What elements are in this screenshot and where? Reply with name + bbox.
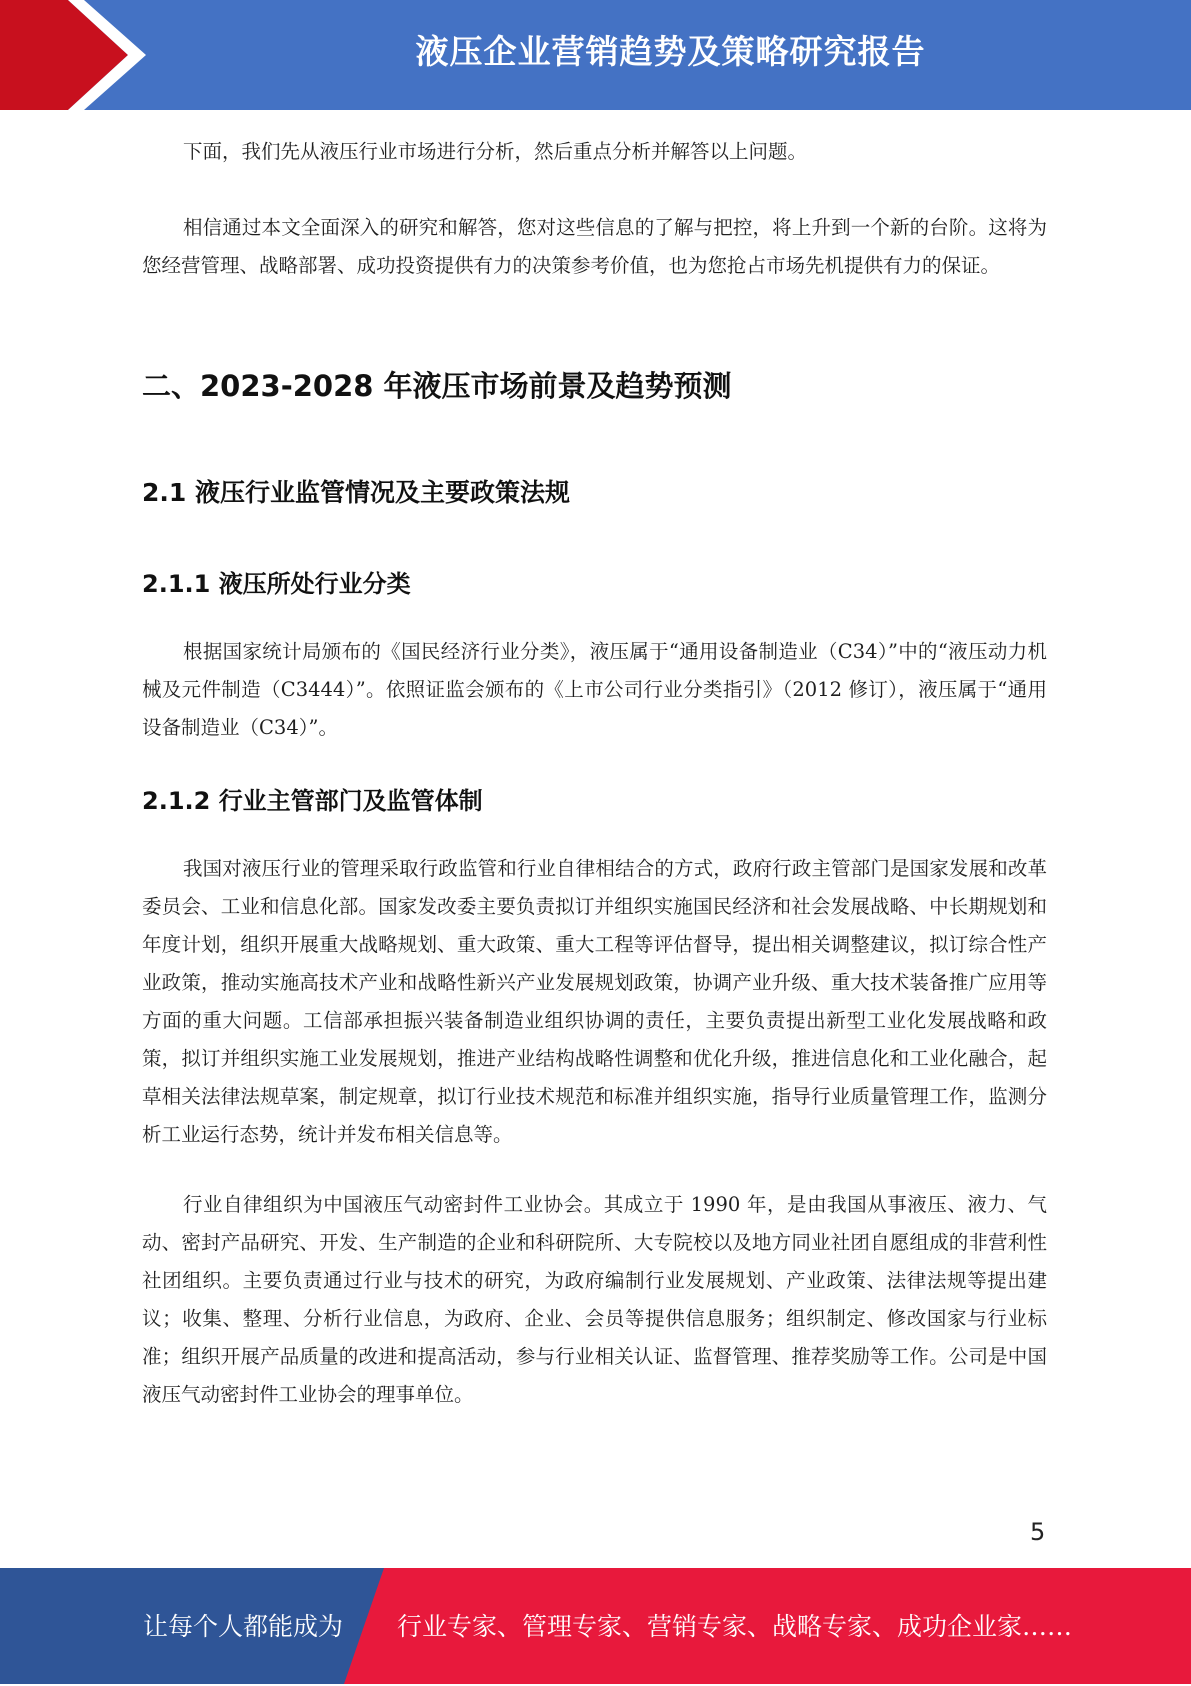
subsubsection-heading-classification: 2.1.1 液压所处行业分类 [142,570,411,598]
page-number: 5 [1030,1518,1046,1546]
paragraph-classification: 根据国家统计局颁布的《国民经济行业分类》，液压属于“通用设备制造业（C34）”中的“液压动力机械及元件制造（C3444）”。依照证监会颁布的《上市公司行业分类指引》（2012 修订），液压属于“通用设备制造业（C34）”。 [142,640,1047,739]
subsection-heading: 2.1 液压行业监管情况及主要政策法规 [142,478,570,507]
header-banner [0,0,1191,110]
paragraph-intro: 下面，我们先从液压行业市场进行分析，然后重点分析并解答以上问题。 [183,140,808,163]
paragraph-regulation: 我国对液压行业的管理采取行政监管和行业自律相结合的方式，政府行政主管部门是国家发展和改革委员会、工业和信息化部。国家发改委主要负责拟订并组织实施国民经济和社会发展战略、中长期规划和年度计划，组织开展重大战略规划、重大政策、重大工程等评估督导，提出相关调整建议，拟订综合性产业政策，推动实施高技术产业和战略性新兴产业发展规划政策，协调产业升级、重大技术装备推广应用等方面的重大问题。工信部承担振兴装备制造业组织协调的责任，主要负责提出新型工业化发展战略和政策，拟订并组织实施工业发展规划，推进产业结构战略性调整和优化升级，推进信息化和工业化融合，起草相关法律法规草案，制定规章，拟订行业技术规范和标准并组织实施，指导行业质量管理工作，监测分析工业运行态势，统计并发布相关信息等。 [142,857,1047,1146]
footer-slogan-right: 行业专家、管理专家、营销专家、战略专家、成功企业家…… [397,1612,1073,1641]
paragraph-association: 行业自律组织为中国液压气动密封件工业协会。其成立于 1990 年，是由我国从事液压、液力、气动、密封产品研究、开发、生产制造的企业和科研院所、大专院校以及地方同业社团自愿组成的非营利性社团组织。主要负责通过行业与技术的研究，为政府编制行业发展规划、产业政策、法律法规等提出建议；收集、整理、分析行业信息，为政府、企业、会员等提供信息服务；组织制定、修改国家与行业标准；组织开展产品质量的改进和提高活动，参与行业相关认证、监督管理、推荐奖励等工作。公司是中国液压气动密封件工业协会的理事单位。 [142,1193,1047,1406]
footer-banner [0,1568,1191,1684]
paragraph-value: 相信通过本文全面深入的研究和解答，您对这些信息的了解与把控，将上升到一个新的台阶。这将为您经营管理、战略部署、成功投资提供有力的决策参考价值，也为您抢占市场先机提供有力的保证。 [142,216,1047,277]
footer-slogan-left: 让每个人都能成为 [143,1612,344,1641]
section-heading: 二、2023-2028 年液压市场前景及趋势预测 [142,369,732,403]
subsubsection-heading-regulation: 2.1.2 行业主管部门及监管体制 [142,787,483,815]
report-title: 液压企业营销趋势及策略研究报告 [415,32,926,71]
